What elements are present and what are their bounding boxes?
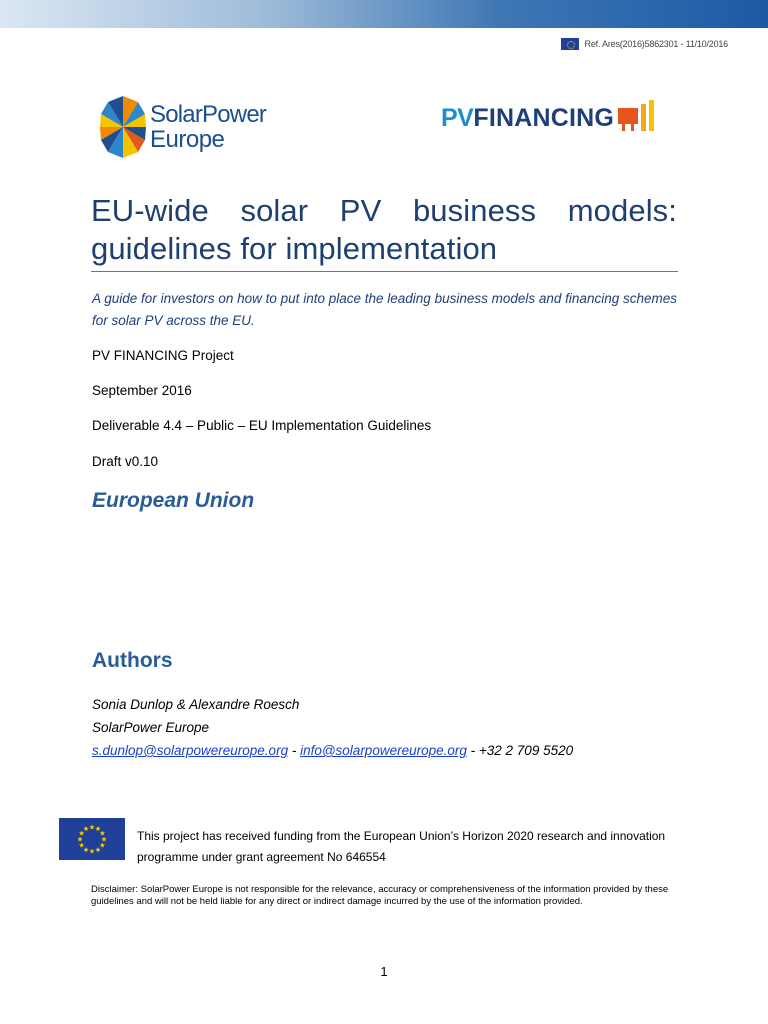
document-subtitle: A guide for investors on how to put into place the leading business models and financing schemes for solar PV across the EU.: [92, 291, 677, 328]
eu-star-icon: ★: [76, 836, 84, 844]
eu-star-icon: ★: [88, 824, 96, 832]
pv-financing-logo: [441, 98, 654, 138]
region-heading: European Union: [92, 489, 255, 512]
draft-version: Draft v0.10: [92, 454, 159, 469]
eu-star-icon: ★: [78, 830, 85, 838]
author-names: Sonia Dunlop & Alexandre Roesch: [92, 697, 300, 712]
title-divider: [91, 271, 678, 272]
author-organization: SolarPower Europe: [92, 720, 210, 735]
pv-logo-text: PV: [441, 104, 474, 132]
contact-separator: -: [466, 743, 479, 758]
top-header-bar: [0, 0, 768, 28]
document-title: EU-wide solar PV business models: guidelines for implementation: [91, 193, 677, 266]
deliverable-info: Deliverable 4.4 – Public – EU Implementation Guidelines: [92, 418, 432, 433]
email-link-dunlop[interactable]: s.dunlop@solarpowereurope.org: [92, 743, 289, 758]
reference-stamp: [561, 38, 728, 50]
eu-flag-icon: [59, 818, 125, 860]
financing-logo-text: FINANCING: [473, 104, 615, 132]
email-link-info[interactable]: info@solarpowereurope.org: [300, 743, 467, 758]
eu-star-icon: ★: [94, 846, 102, 854]
funding-statement: This project has received funding from the European Union’s Horizon 2020 research and innovation programme under grant agreement No 646554: [137, 829, 666, 864]
eu-star-icon: ★: [82, 846, 90, 854]
eu-star-icon: ★: [99, 842, 106, 850]
phone-number: +32 2 709 5520: [478, 743, 574, 758]
bar-chart-logo-icon: [618, 100, 654, 134]
eu-star-icon: ★: [94, 826, 102, 834]
document-date: September 2016: [92, 383, 192, 398]
eu-star-icon: ★: [88, 848, 96, 856]
eu-flag-small-icon: [561, 38, 579, 50]
reference-text: Ref. Ares(2016)5862301 - 11/10/2016: [584, 39, 728, 49]
eu-star-icon: ★: [100, 836, 108, 844]
authors-heading: Authors: [92, 649, 173, 672]
project-name: PV FINANCING Project: [92, 348, 234, 363]
eu-star-icon: ★: [99, 830, 106, 838]
page-number: 1: [380, 964, 388, 979]
solarpower-logo-line2: Europe: [150, 126, 225, 153]
eu-star-icon: ★: [78, 842, 85, 850]
contact-line: [92, 743, 573, 758]
contact-separator: -: [288, 743, 301, 758]
disclaimer-text: Disclaimer: SolarPower Europe is not responsible for the relevance, accuracy or comprehensiveness of the information provided by these guidelines and will not be held liable for any direct or indirect damage incurred by the use of the information provided.: [91, 884, 669, 907]
solarpower-europe-logo: [98, 94, 266, 160]
solarpower-logo-line1: SolarPower: [150, 101, 267, 128]
solar-pinwheel-icon: [98, 94, 148, 160]
eu-star-icon: ★: [82, 826, 90, 834]
